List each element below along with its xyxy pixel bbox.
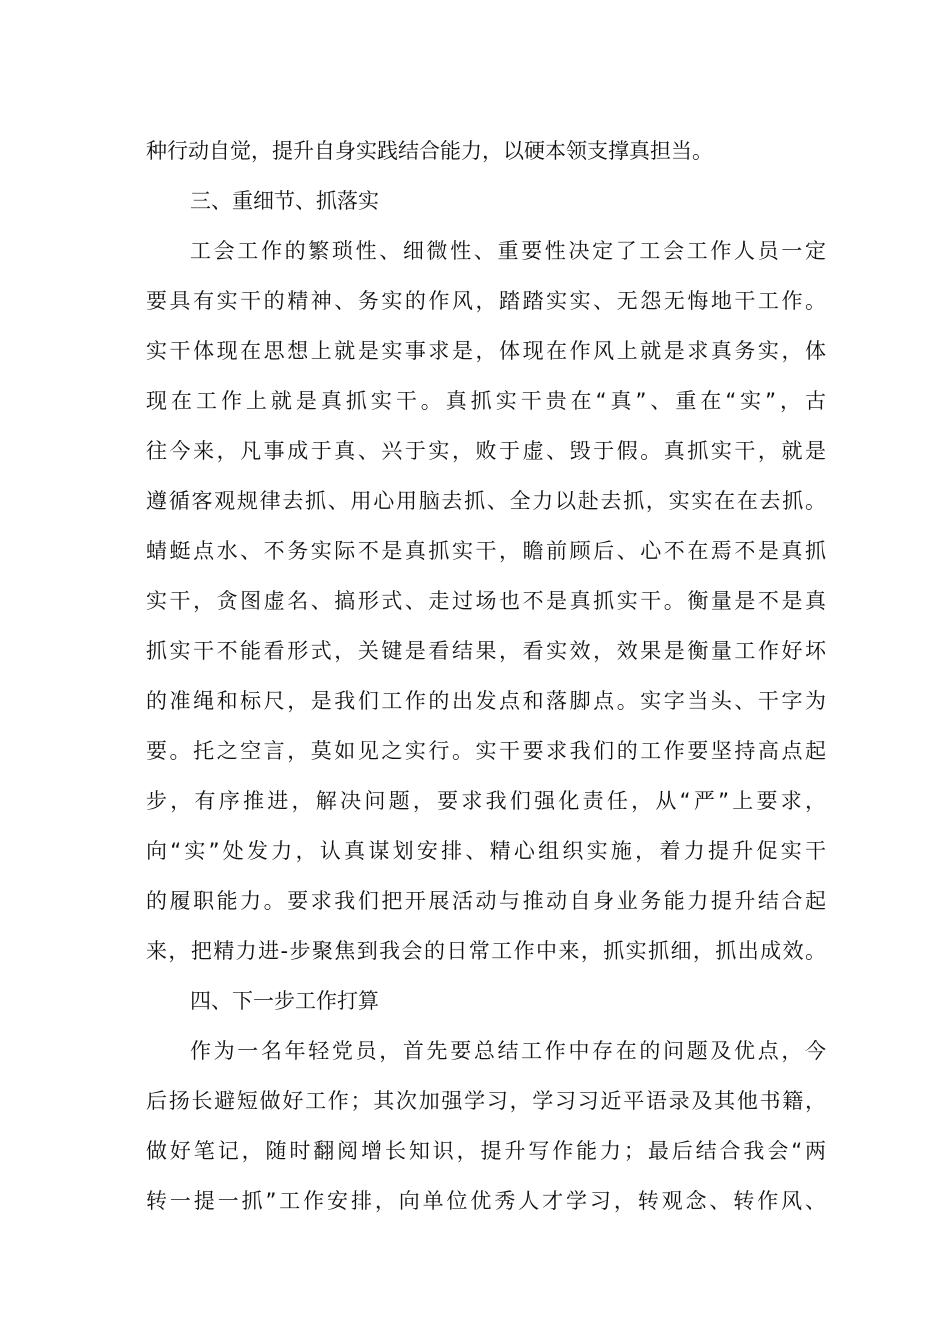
paragraph-line: 往今来，凡事成于真、兴于实，败于虚、毁于假。真抓实干，就是: [146, 439, 826, 463]
paragraph-line: 抓实干不能看形式，关键是看结果，看实效，效果是衡量工作好坏: [146, 639, 826, 663]
paragraph-line: 实干，贪图虚名、搞形式、走过场也不是真抓实干。衡量是不是真: [146, 589, 826, 613]
paragraph-line: 向“实”处发力，认真谋划安排、精心组织实施，着力提升促实干: [146, 839, 826, 863]
paragraph-line: 转一提一抓”工作安排，向单位优秀人才学习，转观念、转作风、: [146, 1189, 826, 1213]
paragraph-line: 来，把精力进-步聚焦到我会的日常工作中来，抓实抓细，抓出成效。: [146, 939, 826, 963]
paragraph-line: 蜻蜓点水、不务实际不是真抓实干，瞻前顾后、心不在焉不是真抓: [146, 539, 826, 563]
paragraph-line: 做好笔记，随时翻阅增长知识，提升写作能力；最后结合我会“两: [146, 1139, 826, 1163]
paragraph-line: 种行动自觉，提升自身实践结合能力，以硬本领支撑真担当。: [146, 139, 713, 163]
paragraph-line: 步，有序推进，解决问题，要求我们强化责任，从“严”上要求，: [146, 789, 826, 813]
paragraph-line: 现在工作上就是真抓实干。真抓实干贵在“真”、重在“实”，古: [146, 389, 826, 413]
paragraph-line: 的准绳和标尺，是我们工作的出发点和落脚点。实字当头、干字为: [146, 689, 826, 713]
paragraph-line: 作为一名年轻党员，首先要总结工作中存在的问题及优点，今: [190, 1039, 826, 1063]
paragraph-line: 要。托之空言，莫如见之实行。实干要求我们的工作要坚持高点起: [146, 739, 826, 763]
paragraph-line: 遵循客观规律去抓、用心用脑去抓、全力以赴去抓，实实在在去抓。: [146, 489, 826, 513]
paragraph-line: 要具有实干的精神、务实的作风，踏踏实实、无怨无悔地干工作。: [146, 289, 826, 313]
section-heading: 四、下一步工作打算: [190, 989, 379, 1013]
paragraph-line: 的履职能力。要求我们把开展活动与推动自身业务能力提升结合起: [146, 889, 826, 913]
paragraph-line: 后扬长避短做好工作；其次加强学习，学习习近平语录及其他书籍，: [146, 1089, 826, 1113]
paragraph-line: 实干体现在思想上就是实事求是，体现在作风上就是求真务实，体: [146, 339, 826, 363]
paragraph-line: 工会工作的繁琐性、细微性、重要性决定了工会工作人员一定: [190, 239, 826, 263]
section-heading: 三、重细节、抓落实: [190, 189, 379, 213]
